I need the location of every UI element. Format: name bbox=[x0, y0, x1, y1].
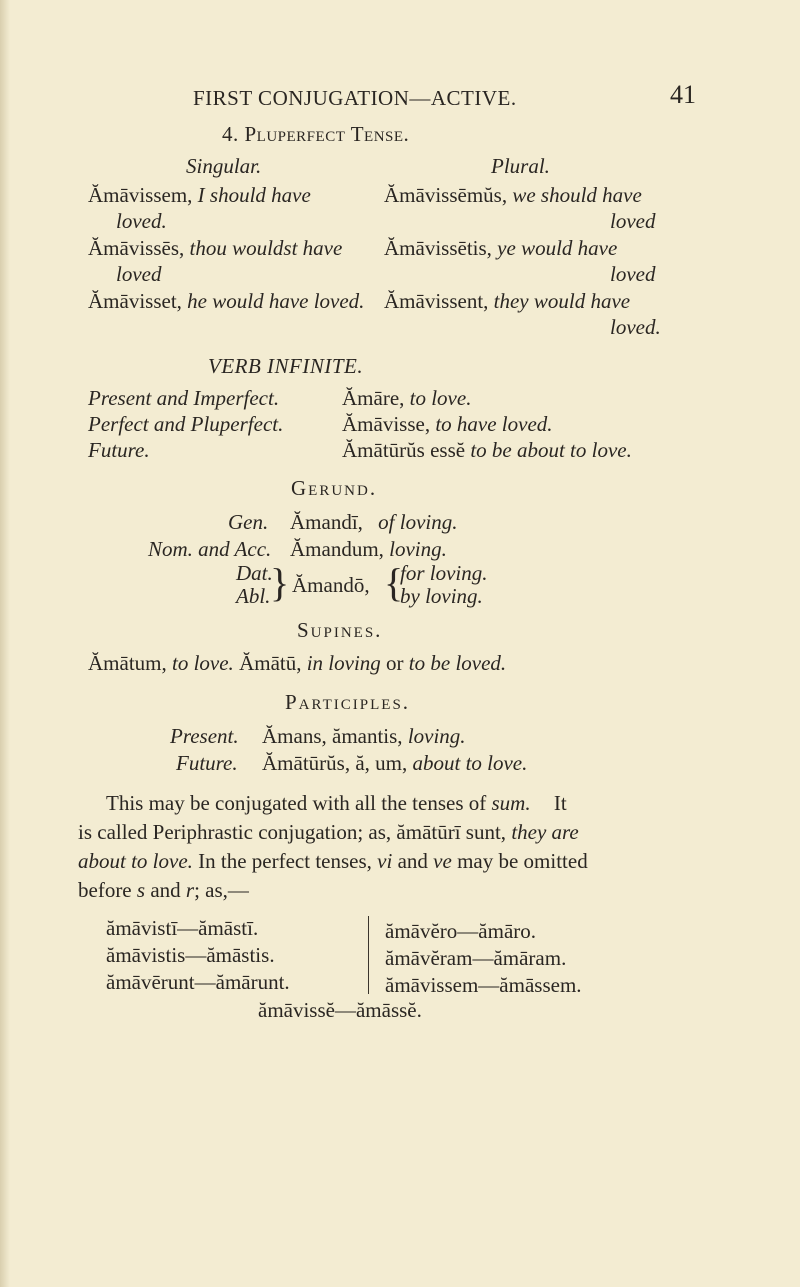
participles-title: Participles. bbox=[285, 690, 411, 714]
plural-row-1 bbox=[384, 183, 642, 208]
english-gloss: thou wouldst have bbox=[189, 236, 343, 260]
gerund-title: Gerund. bbox=[291, 476, 378, 500]
singular-row-2 bbox=[88, 236, 342, 261]
column-divider bbox=[368, 916, 369, 994]
english-gloss: I should have bbox=[197, 183, 311, 207]
page-edge-shadow bbox=[0, 0, 10, 1287]
gerund-dat-english: for loving. bbox=[400, 561, 488, 585]
running-header: FIRST CONJUGATION—ACTIVE. bbox=[193, 86, 517, 110]
plural-row-2-cont: loved bbox=[610, 262, 656, 286]
infinite-label-perfect: Perfect and Pluperfect. bbox=[88, 412, 284, 436]
contraction-right-1: ămāvĕro—ămāro. bbox=[385, 919, 537, 943]
gerund-gen-form: Ămandī, of loving. bbox=[290, 510, 458, 534]
gerund-nom-label: Nom. and Acc. bbox=[148, 537, 272, 561]
gerund-gen-label: Gen. bbox=[228, 510, 269, 534]
contraction-left-1: ămāvistī—ămāstī. bbox=[106, 916, 259, 940]
english-gloss: ye would have bbox=[497, 236, 618, 260]
plural-row-3-cont: loved. bbox=[610, 315, 661, 339]
participle-present-label: Present. bbox=[170, 724, 239, 748]
latin-form: Ămāvissent, bbox=[384, 289, 489, 313]
paragraph-line-2: is called Periphrastic conjugation; as, ămātūrī sunt, they are bbox=[78, 820, 579, 844]
pluperfect-title: 4. Pluperfect Tense. bbox=[222, 122, 410, 146]
verb-infinite-title: VERB INFINITE. bbox=[208, 354, 364, 378]
contraction-last: ămāvissĕ—ămāssĕ. bbox=[258, 998, 422, 1022]
supines-title: Supines. bbox=[297, 618, 383, 642]
singular-row-3 bbox=[88, 289, 364, 314]
infinite-label-future: Future. bbox=[88, 438, 150, 462]
singular-heading: Singular. bbox=[186, 154, 262, 178]
left-brace: { bbox=[384, 560, 404, 605]
gerund-abl-label: Abl. bbox=[236, 584, 271, 608]
latin-form: Ămāvissēmŭs, bbox=[384, 183, 508, 207]
infinite-form-present: Ămāre, to love. bbox=[342, 386, 472, 410]
page-number: 41 bbox=[670, 80, 696, 109]
gerund-databl-form: Ămandō, bbox=[292, 573, 370, 597]
participle-present-form: Ămans, ămantis, loving. bbox=[262, 724, 466, 748]
contraction-left-2: ămāvistis—ămāstis. bbox=[106, 943, 275, 967]
singular-row-2-cont: loved bbox=[116, 262, 162, 286]
english-gloss: they would have bbox=[493, 289, 631, 313]
infinite-form-perfect: Ămāvisse, to have loved. bbox=[342, 412, 553, 436]
plural-row-3 bbox=[384, 289, 630, 314]
latin-form: Ămāvissem, bbox=[88, 183, 193, 207]
contraction-left-3: ămāvērunt—ămārunt. bbox=[106, 970, 290, 994]
paragraph-line-4: before s and r; as,— bbox=[78, 878, 249, 902]
singular-row-1-cont: loved. bbox=[116, 209, 167, 233]
right-brace: } bbox=[270, 560, 290, 605]
participle-future-label: Future. bbox=[176, 751, 238, 775]
gerund-nom-form: Ămandum, loving. bbox=[290, 537, 447, 561]
english-gloss: he would have loved. bbox=[187, 289, 365, 313]
singular-row-1 bbox=[88, 183, 311, 208]
infinite-form-future: Ămātūrŭs essĕ to be about to love. bbox=[342, 438, 632, 462]
latin-form: Ămāvisset, bbox=[88, 289, 182, 313]
contraction-right-2: ămāvĕram—ămāram. bbox=[385, 946, 567, 970]
gerund-dat-label: Dat. bbox=[236, 561, 273, 585]
english-gloss: we should have bbox=[512, 183, 642, 207]
plural-heading: Plural. bbox=[491, 154, 550, 178]
paragraph-line-1: This may be conjugated with all the tenses of sum. It bbox=[106, 791, 567, 815]
participle-future-form: Ămātūrŭs, ă, um, about to love. bbox=[262, 751, 528, 775]
infinite-label-present: Present and Imperfect. bbox=[88, 386, 280, 410]
plural-row-2 bbox=[384, 236, 617, 261]
latin-form: Ămāvissēs, bbox=[88, 236, 185, 260]
contraction-right-3: ămāvissem—ămāssem. bbox=[385, 973, 582, 997]
paragraph-line-3: about to love. In the perfect tenses, vi and ve may be omitted bbox=[78, 849, 588, 873]
supines-forms: Ămātum, to love. Ămātū, in loving or to be loved. bbox=[88, 651, 507, 675]
gerund-abl-english: by loving. bbox=[400, 584, 483, 608]
plural-row-1-cont: loved bbox=[610, 209, 656, 233]
latin-form: Ămāvissētis, bbox=[384, 236, 492, 260]
